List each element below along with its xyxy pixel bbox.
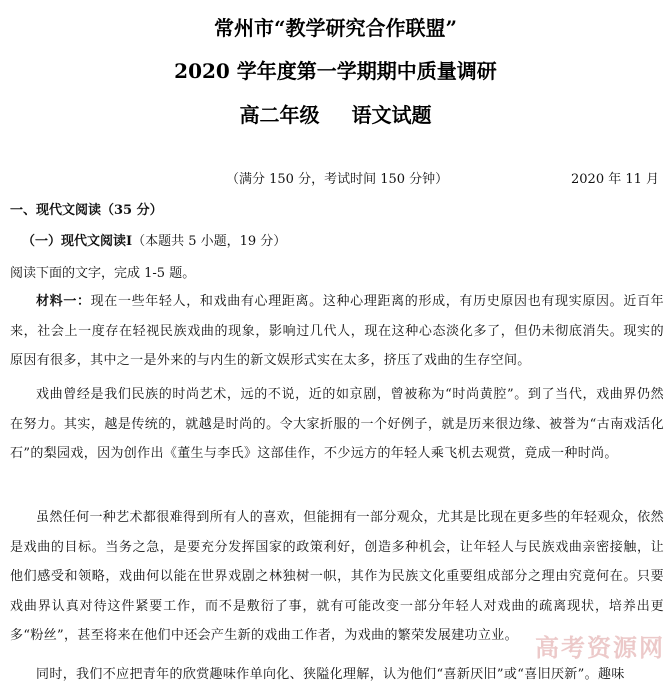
score-time-note: （满分 150 分，考试时间 150 分钟） xyxy=(226,172,449,187)
reading-instruction: 阅读下面的文字，完成 1-5 题。 xyxy=(10,266,196,281)
subsection-heading xyxy=(22,230,286,249)
passage-paragraph-4: 同时，我们不应把青年的欣赏趣味作单向化、狭隘化理解，认为他们“喜新厌旧”或“喜旧厌新”。趣味 xyxy=(36,667,625,682)
section-heading: 一、现代文阅读（35 分） xyxy=(10,203,163,218)
exam-grade-subject xyxy=(0,99,671,128)
exam-title-line2: 2020 学年度第一学期期中质量调研 xyxy=(174,59,497,83)
exam-date: 2020 年 11 月 xyxy=(571,172,660,187)
subsection-note: （本题共 5 小题，19 分） xyxy=(132,234,287,249)
exam-title-line1: 常州市“教学研究合作联盟” xyxy=(213,16,457,40)
paragraph-1-text: 现在一些年轻人，和戏曲有心理距离。这种心理距离的形成，有历史原因也有现实原因。近百年来，社会上一度存在轻视民族戏曲的现象，影响过几代人，现在这种心态淡化多了，但仍未彻底消失。现实的原因有很多，其中之一是外来的与内生的新文娱形式实在太多，挤压了戏曲的生存空间。 xyxy=(10,294,664,368)
subsection-title: （一）现代文阅读Ⅰ xyxy=(22,234,133,249)
watermark-logo: 高考资源网 xyxy=(535,634,665,662)
passage-paragraph-3: 虽然任何一种艺术都很难得到所有人的喜欢，但能拥有一部分观众，尤其是比现在更多些的年轻观众，依然是戏曲的目标。当务之急，是要充分发挥国家的政策利好，创造多种机会，让年轻人与民族戏曲亲密接触，让他们感受和领略，戏曲何以能在世界戏剧之林独树一帜，其作为民族文化重要组成部分之理由究竟何在。只要戏曲界认真对待这件紧要工作，而不是敷衍了事，就有可能改变一部分年轻人对戏曲的疏离现状，培养出更多“粉丝”，甚至将来在他们中还会产生新的戏曲工作者，为戏曲的繁荣发展建功立业。 xyxy=(10,510,664,643)
grade-label: 高二年级 xyxy=(239,103,320,127)
subject-label: 语文试题 xyxy=(351,103,432,127)
material-label: 材料一： xyxy=(36,294,91,309)
passage-paragraph-2: 戏曲曾经是我们民族的时尚艺术，远的不说，近的如京剧，曾被称为“时尚黄腔”。到了当代，戏曲界仍然在努力。其实，越是传统的，就越是时尚的。令大家折服的一个好例子，就是历来很边缘、被誉为“古南戏活化石”的梨园戏，因为创作出《董生与李氏》这部佳作，不少远方的年轻人乘飞机去观赏，竟成一种时尚。 xyxy=(10,387,664,461)
passage-paragraph-1 xyxy=(10,287,664,376)
